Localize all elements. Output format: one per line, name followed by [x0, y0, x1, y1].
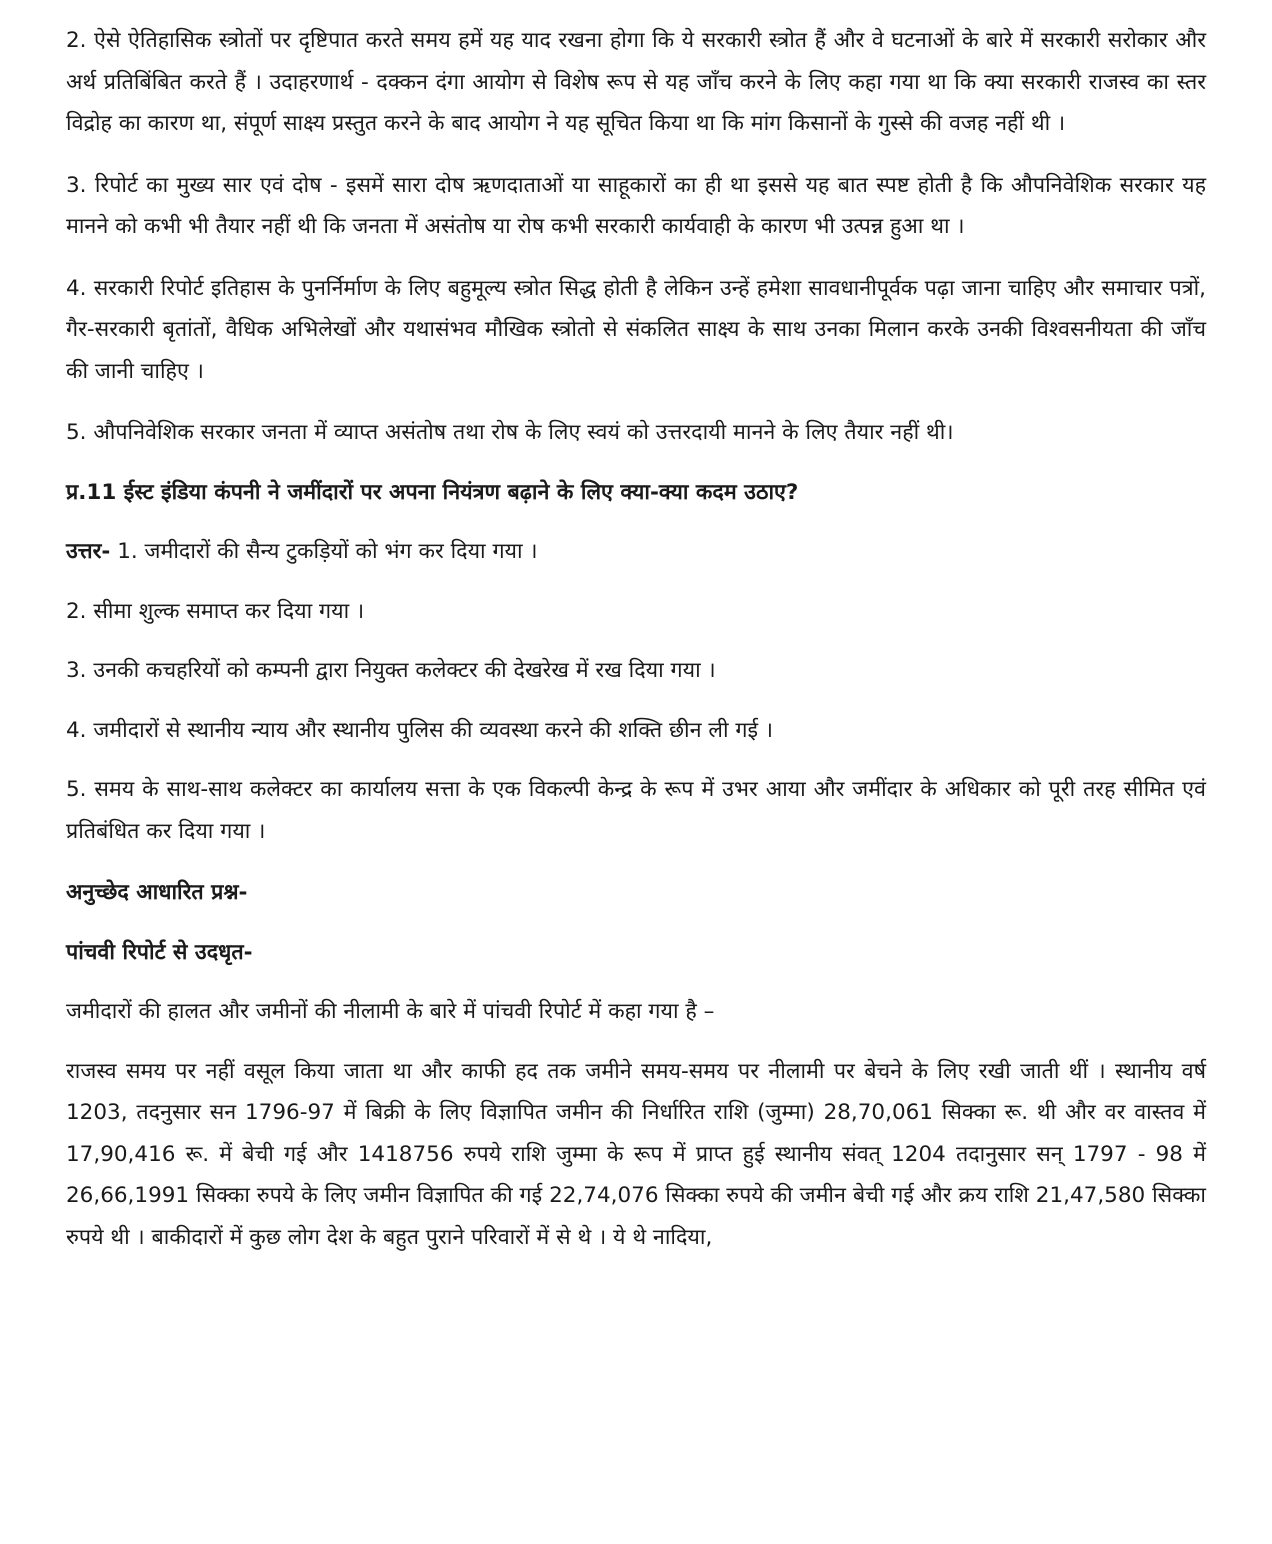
- answer-point-1: [66, 531, 1206, 573]
- paragraph-point-4: 4. सरकारी रिपोर्ट इतिहास के पुनर्निर्माण के लिए बहुमूल्य स्त्रोत सिद्ध होती है लेकिन उन्हें हमेशा सावधानीपूर्वक पढ़ा जाना चाहिए और समाचार पत्रों, गैर-सरकारी बृतांतों, वैधिक अभिलेखों और यथासंभव मौखिक स्त्रोतो से संकलित साक्ष्य के साथ उनका मिलान करके उनकी विश्वसनीयता की जाँच की जानी चाहिए ।: [66, 275, 1206, 384]
- document-page: [66, 20, 1206, 1258]
- answer-point-2: 2. सीमा शुल्क समाप्त कर दिया गया ।: [66, 598, 365, 624]
- answer-point-4: 4. जमीदारों से स्थानीय न्याय और स्थानीय पुलिस की व्यवस्था करने की शक्ति छीन ली गई ।: [66, 717, 773, 743]
- answer-label: उत्तर-: [66, 539, 111, 564]
- answer-point-5: 5. समय के साथ-साथ कलेक्टर का कार्यालय सत्ता के एक विकल्पी केन्द्र के रूप में उभर आया और जमींदार के अधिकार को पूरी तरह सीमित एवं प्रतिबंधित कर दिया गया ।: [66, 777, 1206, 844]
- paragraph-point-5: 5. औपनिवेशिक सरकार जनता में व्याप्त असंतोष तथा रोष के लिए स्वयं को उत्तरदायी मानने के लिए तैयार नहीं थी।: [66, 420, 954, 445]
- paragraph-point-2: 2. ऐसे ऐतिहासिक स्त्रोतों पर दृष्टिपात करते समय हमें यह याद रखना होगा कि ये सरकारी स्त्रोत हैं और वे घटनाओं के बारे में सरकारी सरोकार और अर्थ प्रतिबिंबित करते हैं । उदाहरणार्थ - दक्कन दंगा आयोग से विशेष रूप से यह जाँच करने के लिए कहा गया था कि क्या सरकारी राजस्व का स्तर विद्रोह का कारण था, संपूर्ण साक्ष्य प्रस्तुत करने के बाद आयोग ने यह सूचित किया था कि मांग किसानों के गुस्से की वजह नहीं थी ।: [66, 28, 1206, 136]
- paragraph-point-3: 3. रिपोर्ट का मुख्य सार एवं दोष - इसमें सारा दोष ऋणदाताओं या साहूकारों का ही था इससे यह बात स्पष्ट होती है कि औपनिवेशिक सरकार यह मानने को कभी भी तैयार नहीं थी कि जनता में असंतोष या रोष कभी सरकारी कार्यवाही के कारण भी उत्पन्न हुआ था ।: [66, 172, 1206, 239]
- excerpt-intro: जमीदारों की हालत और जमीनों की नीलामी के बारे में पांचवी रिपोर्ट में कहा गया है –: [66, 999, 715, 1024]
- question-11-heading: प्र.11 ईस्ट इंडिया कंपनी ने जमींदारों पर अपना नियंत्रण बढ़ाने के लिए क्या-क्या कदम उठाए?: [66, 479, 799, 505]
- excerpt-heading: पांचवी रिपोर्ट से उदधृत-: [66, 939, 253, 965]
- answer-point-3: 3. उनकी कचहरियों को कम्पनी द्वारा नियुक्त कलेक्टर की देखरेख में रख दिया गया ।: [66, 658, 716, 683]
- answer-point-1-text: 1. जमीदारों की सैन्य टुकड़ियों को भंग कर दिया गया ।: [110, 539, 538, 564]
- excerpt-body: राजस्व समय पर नहीं वसूल किया जाता था और काफी हद तक जमीने समय-समय पर नीलामी पर बेचने के लिए रखी जाती थीं । स्थानीय वर्ष 1203, तदनुसार सन 1796-97 में बिक्री के लिए विज्ञापित जमीन की निर्धारित राशि (जुम्मा) 28,70,061 सिक्का रू. थी और वर वास्तव में 17,90,416 रू. में बेची गई और 1418756 रुपये राशि जुम्मा के रूप में प्राप्त हुई स्थानीय संवत् 1204 तदानुसार सन् 1797 - 98 में 26,66,1991 सिक्का रुपये के लिए जमीन विज्ञापित की गई 22,74,076 सिक्का रुपये की जमीन बेची गई और क्रय राशि 21,47,580 सिक्का रुपये थी । बाकीदारों में कुछ लोग देश के बहुत पुराने परिवारों में से थे । ये थे नादिया,: [66, 1058, 1206, 1250]
- section-heading: अनुच्छेद आधारित प्रश्न-: [66, 880, 248, 905]
